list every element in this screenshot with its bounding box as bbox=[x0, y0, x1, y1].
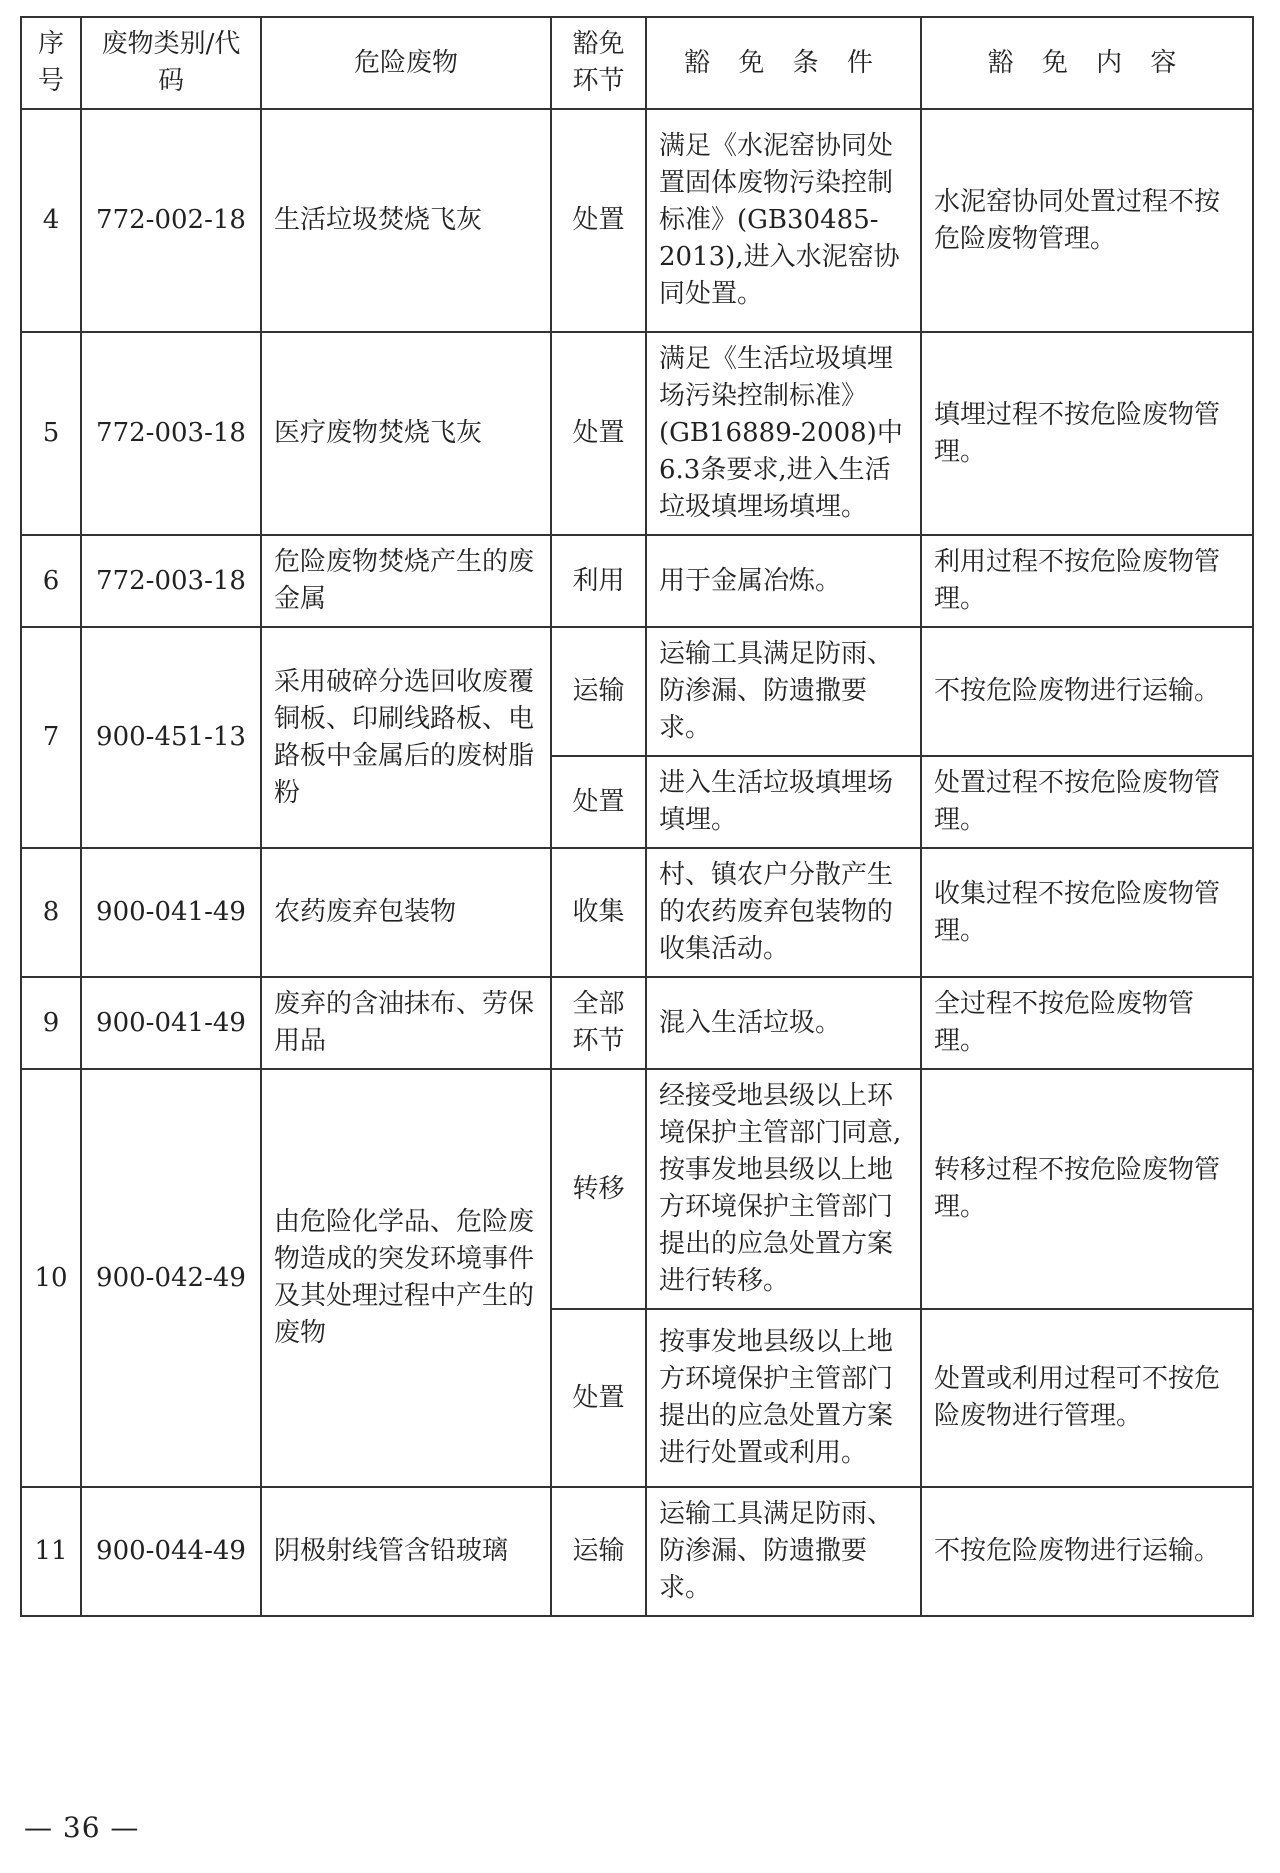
cell-seq: 7 bbox=[21, 627, 81, 848]
table-row bbox=[21, 977, 1253, 1069]
cell-code: 900-044-49 bbox=[81, 1487, 261, 1616]
header-seq: 序号 bbox=[21, 17, 81, 109]
cell-stage: 转移 bbox=[551, 1069, 646, 1309]
cell-waste: 阴极射线管含铅玻璃 bbox=[261, 1487, 551, 1616]
cell-content: 转移过程不按危险废物管理。 bbox=[921, 1069, 1253, 1309]
cell-code: 900-451-13 bbox=[81, 627, 261, 848]
cell-condition: 村、镇农户分散产生的农药废弃包装物的收集活动。 bbox=[646, 848, 921, 977]
header-code: 废物类别/代码 bbox=[81, 17, 261, 109]
cell-seq: 4 bbox=[21, 109, 81, 332]
table-row bbox=[21, 1069, 1253, 1309]
cell-stage: 处置 bbox=[551, 1309, 646, 1487]
cell-content: 收集过程不按危险废物管理。 bbox=[921, 848, 1253, 977]
cell-condition: 经接受地县级以上环境保护主管部门同意,按事发地县级以上地方环境保护主管部门提出的应急处置方案进行转移。 bbox=[646, 1069, 921, 1309]
header-row bbox=[21, 17, 1253, 109]
cell-condition: 运输工具满足防雨、防渗漏、防遗撒要求。 bbox=[646, 1487, 921, 1616]
cell-stage: 运输 bbox=[551, 627, 646, 756]
cell-content: 处置或利用过程可不按危险废物进行管理。 bbox=[921, 1309, 1253, 1487]
table-row bbox=[21, 848, 1253, 977]
table-row bbox=[21, 535, 1253, 627]
cell-condition: 满足《生活垃圾填埋场污染控制标准》(GB16889-2008)中6.3条要求,进入生活垃圾填埋场填埋。 bbox=[646, 332, 921, 535]
page-number: — 36 — bbox=[24, 1811, 140, 1844]
cell-content: 水泥窑协同处置过程不按危险废物管理。 bbox=[921, 109, 1253, 332]
cell-waste: 危险废物焚烧产生的废金属 bbox=[261, 535, 551, 627]
cell-seq: 5 bbox=[21, 332, 81, 535]
header-waste: 危险废物 bbox=[261, 17, 551, 109]
cell-stage: 处置 bbox=[551, 109, 646, 332]
cell-code: 772-003-18 bbox=[81, 332, 261, 535]
cell-stage: 运输 bbox=[551, 1487, 646, 1616]
cell-content: 不按危险废物进行运输。 bbox=[921, 1487, 1253, 1616]
cell-waste: 生活垃圾焚烧飞灰 bbox=[261, 109, 551, 332]
cell-content: 不按危险废物进行运输。 bbox=[921, 627, 1253, 756]
cell-seq: 9 bbox=[21, 977, 81, 1069]
cell-waste: 废弃的含油抹布、劳保用品 bbox=[261, 977, 551, 1069]
cell-stage: 利用 bbox=[551, 535, 646, 627]
cell-code: 772-003-18 bbox=[81, 535, 261, 627]
cell-waste: 医疗废物焚烧飞灰 bbox=[261, 332, 551, 535]
header-content: 豁 免 内 容 bbox=[921, 17, 1253, 109]
cell-code: 900-042-49 bbox=[81, 1069, 261, 1487]
table-row bbox=[21, 627, 1253, 756]
table-row bbox=[21, 332, 1253, 535]
cell-code: 772-002-18 bbox=[81, 109, 261, 332]
cell-content: 填埋过程不按危险废物管理。 bbox=[921, 332, 1253, 535]
cell-stage: 收集 bbox=[551, 848, 646, 977]
cell-seq: 6 bbox=[21, 535, 81, 627]
cell-seq: 10 bbox=[21, 1069, 81, 1487]
exemption-table bbox=[20, 16, 1254, 1617]
header-condition: 豁 免 条 件 bbox=[646, 17, 921, 109]
cell-content: 处置过程不按危险废物管理。 bbox=[921, 756, 1253, 848]
cell-condition: 用于金属冶炼。 bbox=[646, 535, 921, 627]
cell-stage: 处置 bbox=[551, 332, 646, 535]
cell-stage: 处置 bbox=[551, 756, 646, 848]
cell-content: 全过程不按危险废物管理。 bbox=[921, 977, 1253, 1069]
cell-seq: 8 bbox=[21, 848, 81, 977]
cell-condition: 运输工具满足防雨、防渗漏、防遗撒要求。 bbox=[646, 627, 921, 756]
cell-condition: 进入生活垃圾填埋场填埋。 bbox=[646, 756, 921, 848]
cell-content: 利用过程不按危险废物管理。 bbox=[921, 535, 1253, 627]
cell-condition: 混入生活垃圾。 bbox=[646, 977, 921, 1069]
cell-condition: 满足《水泥窑协同处置固体废物污染控制标准》(GB30485-2013),进入水泥窑协同处置。 bbox=[646, 109, 921, 332]
cell-waste: 农药废弃包装物 bbox=[261, 848, 551, 977]
cell-waste: 由危险化学品、危险废物造成的突发环境事件及其处理过程中产生的废物 bbox=[261, 1069, 551, 1487]
cell-condition: 按事发地县级以上地方环境保护主管部门提出的应急处置方案进行处置或利用。 bbox=[646, 1309, 921, 1487]
cell-code: 900-041-49 bbox=[81, 848, 261, 977]
cell-code: 900-041-49 bbox=[81, 977, 261, 1069]
cell-stage: 全部环节 bbox=[551, 977, 646, 1069]
cell-seq: 11 bbox=[21, 1487, 81, 1616]
table-row bbox=[21, 1487, 1253, 1616]
cell-waste: 采用破碎分选回收废覆铜板、印刷线路板、电路板中金属后的废树脂粉 bbox=[261, 627, 551, 848]
table-row bbox=[21, 109, 1253, 332]
header-stage: 豁免环节 bbox=[551, 17, 646, 109]
